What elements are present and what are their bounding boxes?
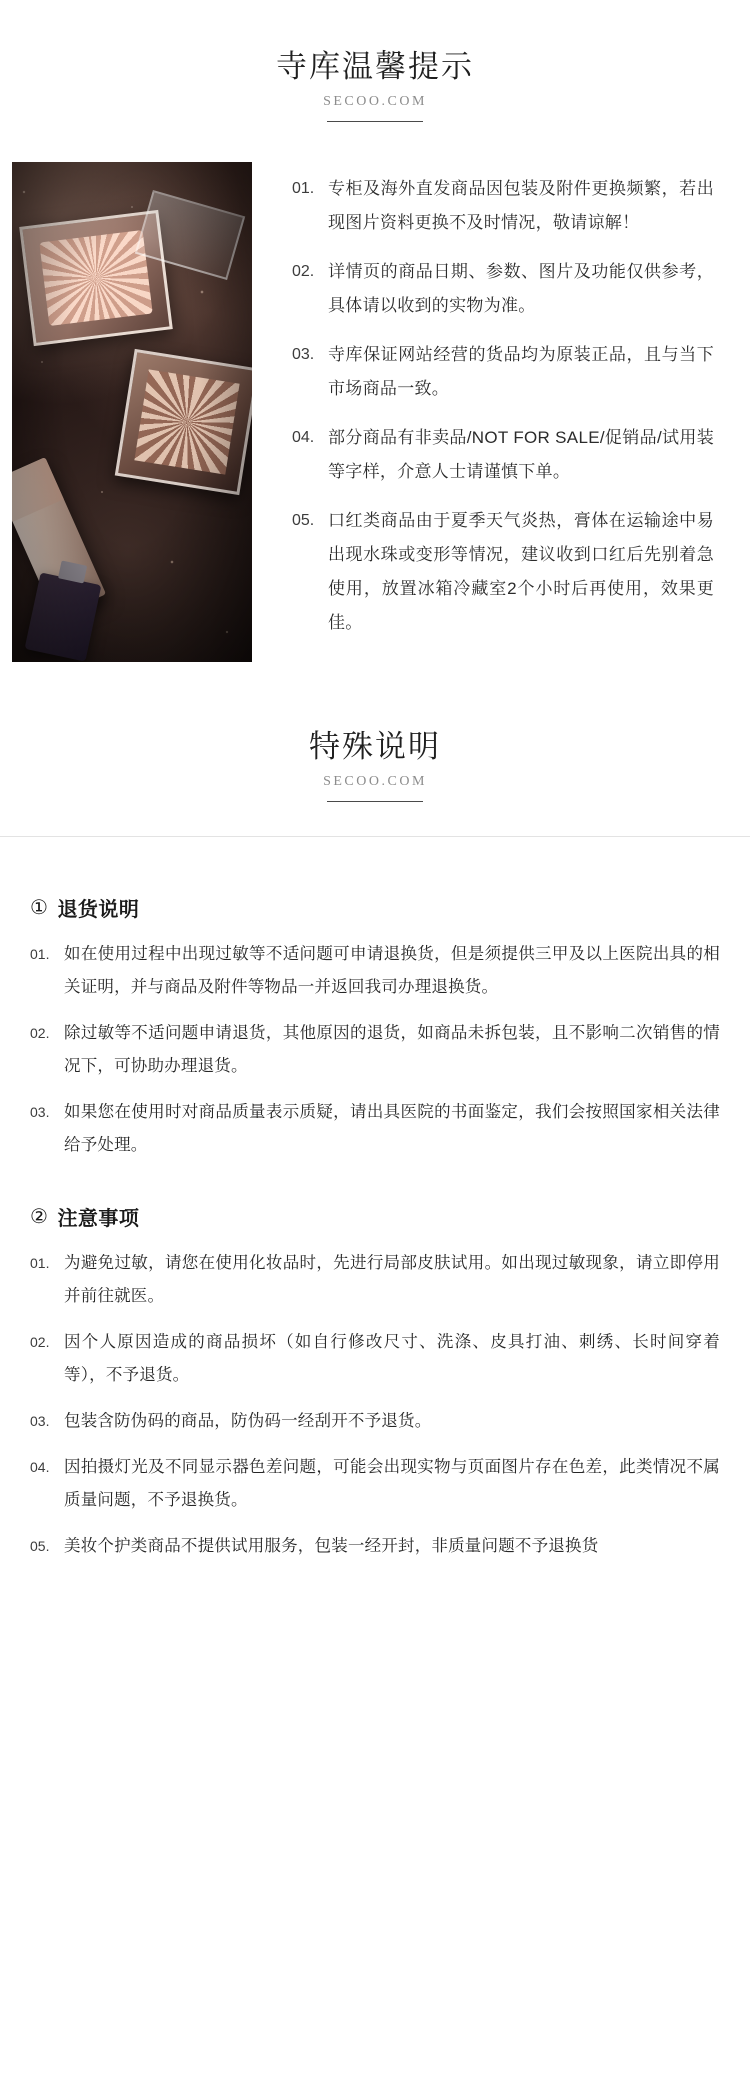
list-item-text: 因个人原因造成的商品损坏（如自行修改尺寸、洗涤、皮具打油、刺绣、长时间穿着等），不予退货。 bbox=[64, 1333, 720, 1385]
list-item-text: 除过敏等不适问题申请退货，其他原因的退货，如商品未拆包装，且不影响二次销售的情况下，可协助办理退货。 bbox=[64, 1024, 720, 1076]
list-item-text: 如果您在使用时对商品质量表示质疑，请出具医院的书面鉴定，我们会按照国家相关法律给予处理。 bbox=[64, 1103, 720, 1155]
list-item-text: 包装含防伪码的商品，防伪码一经刮开不予退货。 bbox=[64, 1412, 432, 1431]
list-item bbox=[30, 1405, 720, 1438]
tips-title: 寺库温馨提示 bbox=[276, 49, 474, 84]
list-item bbox=[30, 1451, 720, 1517]
tips-section-header bbox=[0, 0, 750, 122]
tips-subtitle: SECOO.COM bbox=[323, 94, 427, 110]
group-title: 注意事项 bbox=[57, 1208, 140, 1231]
list-item-number: 01. bbox=[30, 1255, 50, 1272]
circled-number-icon: ① bbox=[30, 897, 49, 920]
tips-list bbox=[264, 162, 750, 655]
group-title-row bbox=[30, 893, 720, 922]
list-item bbox=[30, 1017, 720, 1083]
cosmetics-image bbox=[12, 162, 252, 662]
list-item-number: 05. bbox=[30, 1538, 50, 1555]
list-item-number: 05. bbox=[292, 512, 315, 530]
list-item-text: 口红类商品由于夏季天气炎热，膏体在运输途中易出现水珠或变形等情况，建议收到口红后先别着急使用，放置冰箱冷藏室2个小时后再使用，效果更佳。 bbox=[328, 511, 714, 633]
list-item bbox=[292, 338, 714, 406]
group-title: 退货说明 bbox=[57, 899, 140, 922]
list-item-text: 因拍摄灯光及不同显示器色差问题，可能会出现实物与页面图片存在色差，此类情况不属质量问题，不予退换货。 bbox=[64, 1458, 720, 1510]
special-section-header bbox=[0, 662, 750, 802]
list-item bbox=[292, 172, 714, 240]
list-item-number: 03. bbox=[30, 1413, 50, 1430]
list-item-text: 详情页的商品日期、参数、图片及功能仅供参考，具体请以收到的实物为准。 bbox=[328, 262, 714, 316]
circled-number-icon: ② bbox=[30, 1206, 49, 1229]
list-item-number: 02. bbox=[292, 263, 315, 281]
special-subtitle: SECOO.COM bbox=[323, 774, 427, 790]
list-item-text: 专柜及海外直发商品因包装及附件更换频繁，若出现图片资料更换不及时情况，敬请谅解！ bbox=[328, 179, 714, 233]
image-vignette bbox=[12, 162, 252, 662]
tips-body bbox=[0, 122, 750, 662]
list-item-number: 03. bbox=[292, 346, 315, 364]
list-item bbox=[30, 938, 720, 1004]
list-item-text: 为避免过敏，请您在使用化妆品时，先进行局部皮肤试用。如出现过敏现象，请立即停用并前往就医。 bbox=[64, 1254, 720, 1306]
list-item-number: 01. bbox=[30, 946, 50, 963]
group-precautions bbox=[30, 1202, 720, 1563]
list-item bbox=[30, 1326, 720, 1392]
list-item bbox=[30, 1530, 720, 1563]
special-title: 特殊说明 bbox=[309, 729, 441, 765]
list-item-number: 04. bbox=[30, 1459, 50, 1476]
list-item bbox=[30, 1096, 720, 1162]
list-item bbox=[30, 1247, 720, 1313]
list-item-text: 美妆个护类商品不提供试用服务，包装一经开封，非质量问题不予退换货 bbox=[64, 1537, 599, 1556]
list-item-number: 02. bbox=[30, 1025, 50, 1042]
list-item bbox=[292, 421, 714, 489]
list-item-number: 04. bbox=[292, 429, 315, 447]
group-return-policy bbox=[30, 893, 720, 1162]
list-item-number: 01. bbox=[292, 180, 315, 198]
list-item-number: 03. bbox=[30, 1104, 50, 1121]
special-underline bbox=[327, 801, 423, 802]
list-item bbox=[292, 255, 714, 323]
special-body bbox=[0, 837, 750, 1636]
group-title-row bbox=[30, 1202, 720, 1231]
list-item-text: 如在使用过程中出现过敏等不适问题可申请退换货，但是须提供三甲及以上医院出具的相关证明，并与商品及附件等物品一并返回我司办理退换货。 bbox=[64, 945, 720, 997]
list-item-text: 寺库保证网站经营的货品均为原装正品，且与当下市场商品一致。 bbox=[328, 345, 714, 399]
list-item-text: 部分商品有非卖品/NOT FOR SALE/促销品/试用装等字样，介意人士请谨慎下单。 bbox=[328, 428, 714, 482]
tips-image-wrap bbox=[12, 162, 264, 662]
list-item bbox=[292, 504, 714, 640]
list-item-number: 02. bbox=[30, 1334, 50, 1351]
